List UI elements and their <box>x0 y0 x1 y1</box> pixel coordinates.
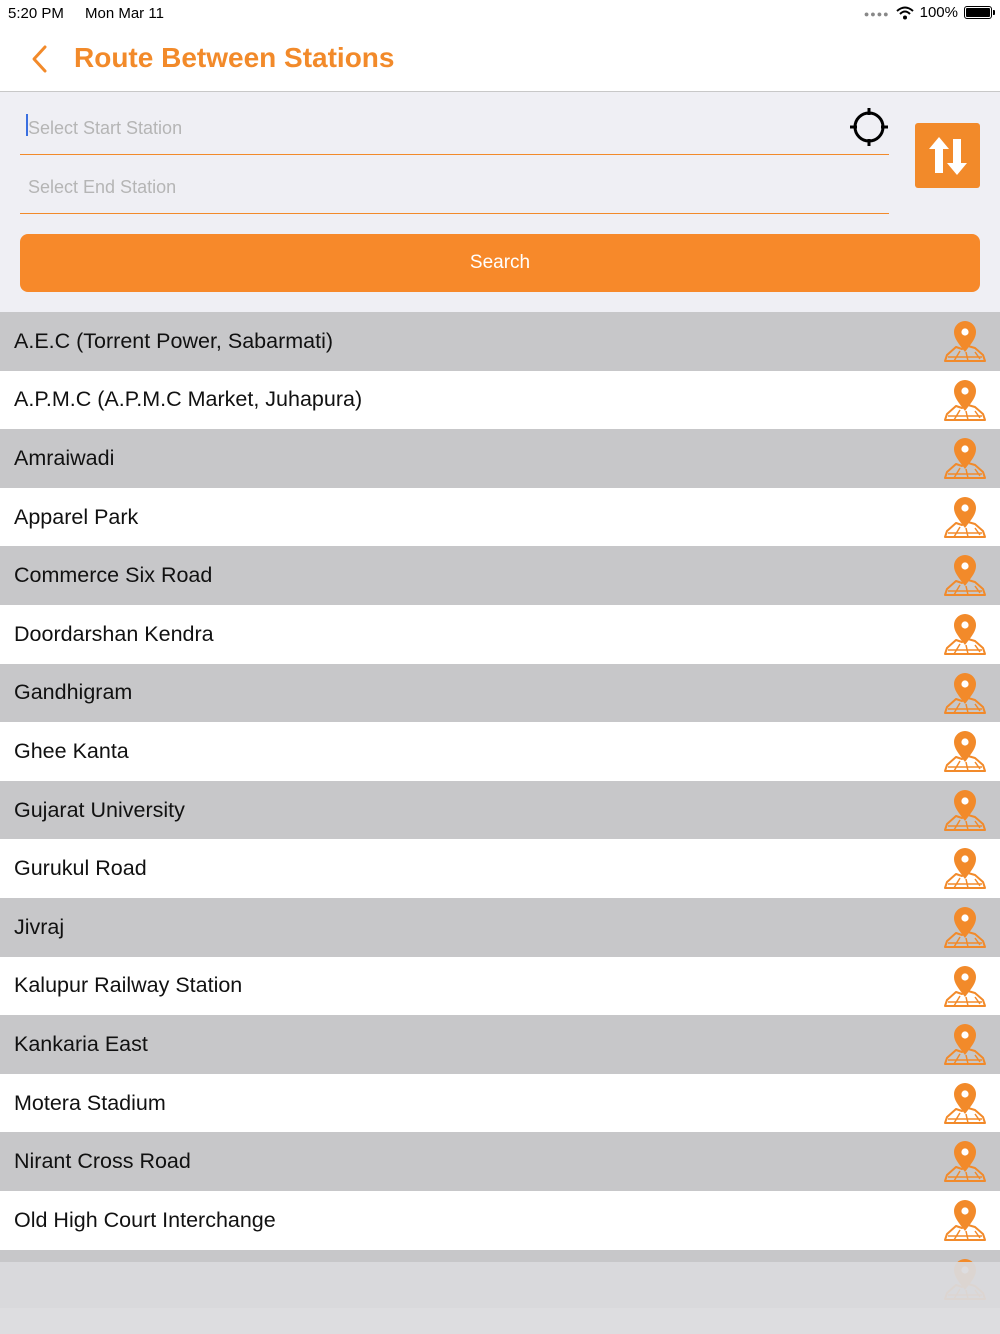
chevron-left-icon <box>30 44 50 74</box>
swap-vertical-icon <box>925 133 971 179</box>
station-list[interactable] <box>0 312 1000 1334</box>
map-pin-icon[interactable] <box>942 436 988 482</box>
battery-percent: 100% <box>919 4 958 21</box>
swap-stations-button[interactable] <box>915 123 980 188</box>
station-row-12[interactable] <box>0 1015 1000 1074</box>
station-name: Doordarshan Kendra <box>14 621 214 646</box>
status-right <box>864 4 992 21</box>
search-button[interactable]: Search <box>20 234 980 292</box>
station-name: Old High Court Interchange <box>14 1207 276 1232</box>
station-name: Kalupur Railway Station <box>14 973 243 998</box>
map-pin-icon[interactable] <box>942 846 988 892</box>
station-row-14[interactable] <box>0 1132 1000 1191</box>
station-name: Apparel Park <box>14 504 139 529</box>
station-row-1[interactable] <box>0 371 1000 430</box>
station-row-6[interactable] <box>0 664 1000 723</box>
map-pin-icon[interactable] <box>942 612 988 658</box>
map-pin-icon[interactable] <box>942 905 988 951</box>
station-row-8[interactable] <box>0 781 1000 840</box>
end-station-field <box>20 157 889 214</box>
start-station-input[interactable] <box>26 110 830 146</box>
map-pin-icon[interactable] <box>942 1198 988 1244</box>
bottom-overlay <box>0 1262 1000 1334</box>
station-name: Jivraj <box>14 914 65 939</box>
battery-icon <box>964 6 992 19</box>
station-row-5[interactable] <box>0 605 1000 664</box>
station-name: Amraiwadi <box>14 445 115 470</box>
station-name: Gandhigram <box>14 680 133 705</box>
station-row-11[interactable] <box>0 957 1000 1016</box>
station-name: Nirant Cross Road <box>14 1149 191 1174</box>
wifi-icon <box>896 6 914 20</box>
map-pin-icon[interactable] <box>942 495 988 541</box>
locate-button[interactable] <box>848 106 890 148</box>
back-button[interactable] <box>20 38 60 80</box>
signal-dots-icon: ●●●● <box>863 8 890 19</box>
station-row-4[interactable] <box>0 546 1000 605</box>
station-name: Gurukul Road <box>14 856 147 881</box>
status-time: 5:20 PM <box>8 5 64 22</box>
station-row-10[interactable] <box>0 898 1000 957</box>
station-row-13[interactable] <box>0 1074 1000 1133</box>
page-title: Route Between Stations <box>74 42 395 73</box>
map-pin-icon[interactable] <box>942 319 988 365</box>
station-row-0[interactable] <box>0 312 1000 371</box>
status-bar <box>0 0 1000 28</box>
map-pin-icon[interactable] <box>942 553 988 599</box>
crosshair-icon <box>848 106 890 148</box>
map-pin-icon[interactable] <box>942 1139 988 1185</box>
end-station-input[interactable] <box>26 169 830 205</box>
map-pin-icon[interactable] <box>942 729 988 775</box>
station-name: A.E.C (Torrent Power, Sabarmati) <box>14 328 334 353</box>
station-row-9[interactable] <box>0 839 1000 898</box>
station-name: Ghee Kanta <box>14 738 129 763</box>
station-row-15[interactable] <box>0 1191 1000 1250</box>
station-name: A.P.M.C (A.P.M.C Market, Juhapura) <box>14 387 363 412</box>
map-pin-icon[interactable] <box>942 964 988 1010</box>
station-row-7[interactable] <box>0 722 1000 781</box>
map-pin-icon[interactable] <box>942 378 988 424</box>
station-row-2[interactable] <box>0 429 1000 488</box>
station-name: Commerce Six Road <box>14 563 213 588</box>
nav-bar <box>0 28 1000 92</box>
station-name: Kankaria East <box>14 1031 148 1056</box>
status-date: Mon Mar 11 <box>85 5 164 22</box>
map-pin-icon[interactable] <box>942 1081 988 1127</box>
text-cursor <box>26 114 28 136</box>
start-station-field <box>20 98 889 155</box>
map-pin-icon[interactable] <box>942 671 988 717</box>
station-name: Motera Stadium <box>14 1090 166 1115</box>
search-panel <box>0 92 1000 312</box>
station-row-3[interactable] <box>0 488 1000 547</box>
map-pin-icon[interactable] <box>942 1022 988 1068</box>
station-name: Gujarat University <box>14 797 185 822</box>
map-pin-icon[interactable] <box>942 788 988 834</box>
